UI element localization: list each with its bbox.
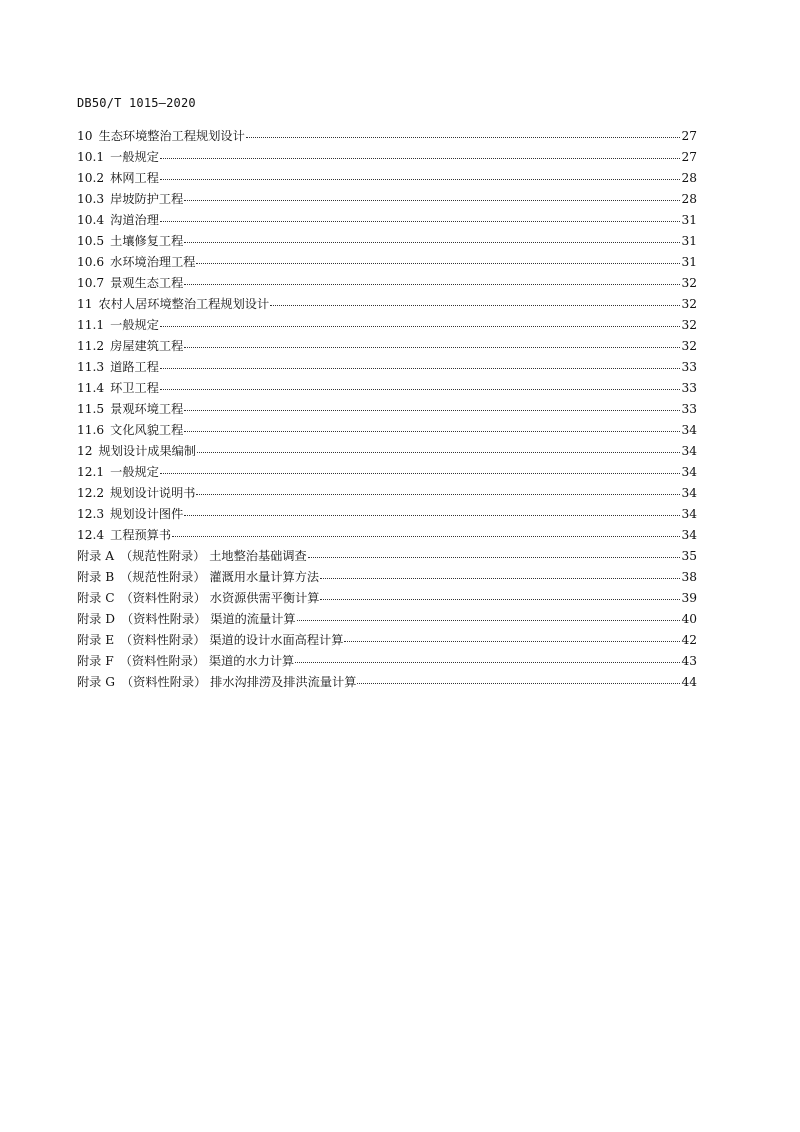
toc-entry-page: 28	[681, 192, 697, 206]
document-code-header: DB50/T 1015—2020	[77, 96, 196, 110]
toc-entry-number: 11	[77, 297, 93, 311]
toc-entry-number: 附录 A	[77, 549, 115, 563]
toc-entry-number: 10.4	[77, 213, 105, 227]
toc-entry[interactable]	[77, 462, 697, 483]
toc-entry[interactable]	[77, 651, 697, 672]
toc-entry-page: 39	[681, 591, 697, 605]
toc-entry-title: 房屋建筑工程	[110, 339, 184, 353]
toc-entry-page: 32	[681, 276, 697, 290]
toc-entry-title: 沟道治理	[110, 213, 159, 227]
toc-entry[interactable]	[77, 546, 697, 567]
toc-entry-title: 一般规定	[110, 150, 159, 164]
toc-entry-title: （资料性附录） 水资源供需平衡计算	[120, 591, 320, 605]
toc-entry[interactable]	[77, 483, 697, 504]
toc-entry-title: 农村人居环境整治工程规划设计	[98, 297, 270, 311]
toc-entry[interactable]	[77, 609, 697, 630]
toc-entry-number: 11.3	[77, 360, 105, 374]
toc-entry-number: 12.4	[77, 528, 105, 542]
toc-entry-page: 38	[681, 570, 697, 584]
toc-entry-number: 10.1	[77, 150, 105, 164]
toc-dot-leader	[184, 431, 680, 432]
toc-entry-title: 工程预算书	[110, 528, 172, 542]
toc-entry-page: 34	[681, 486, 697, 500]
toc-dot-leader	[184, 200, 680, 201]
toc-entry[interactable]	[77, 336, 697, 357]
toc-entry-page: 32	[681, 318, 697, 332]
toc-entry[interactable]	[77, 210, 697, 231]
toc-entry-number: 10.2	[77, 171, 105, 185]
toc-entry-title: 景观环境工程	[110, 402, 184, 416]
toc-dot-leader	[172, 536, 680, 537]
toc-entry-page: 33	[681, 381, 697, 395]
toc-entry[interactable]	[77, 147, 697, 168]
toc-entry-number: 附录 F	[77, 654, 114, 668]
toc-entry-number: 附录 B	[77, 570, 115, 584]
toc-dot-leader	[357, 683, 680, 684]
toc-entry-title: 一般规定	[110, 318, 159, 332]
toc-entry-page: 31	[681, 255, 697, 269]
toc-entry-page: 31	[681, 213, 697, 227]
toc-entry-title: 环卫工程	[110, 381, 159, 395]
toc-entry-title: 规划设计图件	[110, 507, 184, 521]
toc-entry-page: 44	[681, 675, 697, 689]
toc-dot-leader	[344, 641, 680, 642]
toc-dot-leader	[320, 578, 680, 579]
toc-entry-number: 11.2	[77, 339, 105, 353]
toc-entry-page: 34	[681, 465, 697, 479]
toc-entry-title: （资料性附录） 渠道的流量计算	[121, 612, 296, 626]
toc-dot-leader	[196, 263, 680, 264]
toc-entry-number: 附录 D	[77, 612, 116, 626]
toc-entry-page: 32	[681, 297, 697, 311]
toc-entry-title: 土壤修复工程	[110, 234, 184, 248]
toc-entry-title: 生态环境整治工程规划设计	[98, 129, 245, 143]
toc-dot-leader	[320, 599, 680, 600]
toc-entry[interactable]	[77, 168, 697, 189]
toc-entry-title: （规范性附录） 土地整治基础调查	[120, 549, 307, 563]
toc-entry-title: 一般规定	[110, 465, 159, 479]
toc-dot-leader	[160, 473, 681, 474]
toc-entry-page: 34	[681, 528, 697, 542]
toc-entry-number: 12	[77, 444, 93, 458]
toc-entry[interactable]	[77, 273, 697, 294]
toc-entry[interactable]	[77, 630, 697, 651]
toc-entry-title: 景观生态工程	[110, 276, 184, 290]
toc-entry-page: 32	[681, 339, 697, 353]
toc-entry[interactable]	[77, 231, 697, 252]
toc-entry[interactable]	[77, 567, 697, 588]
toc-dot-leader	[160, 368, 681, 369]
toc-dot-leader	[160, 179, 681, 180]
toc-entry-page: 31	[681, 234, 697, 248]
toc-dot-leader	[184, 347, 680, 348]
toc-entry[interactable]	[77, 294, 697, 315]
toc-entry[interactable]	[77, 357, 697, 378]
toc-entry-number: 10	[77, 129, 93, 143]
toc-dot-leader	[184, 242, 680, 243]
toc-entry[interactable]	[77, 672, 697, 693]
toc-entry-number: 10.5	[77, 234, 105, 248]
toc-dot-leader	[197, 452, 680, 453]
toc-dot-leader	[160, 221, 681, 222]
toc-entry-number: 附录 E	[77, 633, 115, 647]
toc-entry[interactable]	[77, 504, 697, 525]
toc-entry-page: 27	[681, 150, 697, 164]
toc-entry-number: 11.4	[77, 381, 105, 395]
toc-entry-title: 规划设计说明书	[110, 486, 196, 500]
toc-entry-title: （资料性附录） 渠道的设计水面高程计算	[120, 633, 344, 647]
toc-entry-number: 10.3	[77, 192, 105, 206]
toc-entry-page: 27	[681, 129, 697, 143]
toc-dot-leader	[308, 557, 681, 558]
toc-entry-number: 10.6	[77, 255, 105, 269]
toc-entry[interactable]	[77, 315, 697, 336]
toc-entry[interactable]	[77, 126, 697, 147]
toc-entry-number: 11.6	[77, 423, 105, 437]
toc-entry-number: 12.1	[77, 465, 105, 479]
toc-entry-number: 附录 C	[77, 591, 115, 605]
toc-dot-leader	[160, 389, 681, 390]
toc-entry-title: 文化风貌工程	[110, 423, 184, 437]
toc-dot-leader	[246, 137, 681, 138]
toc-entry-number: 12.3	[77, 507, 105, 521]
toc-dot-leader	[160, 158, 681, 159]
toc-dot-leader	[160, 326, 681, 327]
toc-entry-title: 道路工程	[110, 360, 159, 374]
toc-entry[interactable]	[77, 378, 697, 399]
toc-dot-leader	[184, 410, 680, 411]
toc-entry[interactable]	[77, 399, 697, 420]
toc-entry-title: 林网工程	[110, 171, 159, 185]
toc-entry-page: 28	[681, 171, 697, 185]
toc-entry-title: （资料性附录） 渠道的水力计算	[119, 654, 295, 668]
toc-entry-title: 岸坡防护工程	[110, 192, 184, 206]
toc-dot-leader	[184, 284, 680, 285]
toc-entry-page: 42	[681, 633, 697, 647]
toc-entry-page: 40	[681, 612, 697, 626]
toc-entry-page: 33	[681, 402, 697, 416]
toc-entry[interactable]	[77, 588, 697, 609]
toc-entry-number: 11.5	[77, 402, 105, 416]
toc-entry-page: 33	[681, 360, 697, 374]
toc-entry[interactable]	[77, 420, 697, 441]
toc-entry-page: 43	[681, 654, 697, 668]
toc-dot-leader	[184, 515, 680, 516]
toc-dot-leader	[270, 305, 680, 306]
toc-dot-leader	[295, 662, 680, 663]
toc-entry-title: （资料性附录） 排水沟排涝及排洪流量计算	[121, 675, 357, 689]
toc-entry-page: 35	[681, 549, 697, 563]
toc-entry[interactable]	[77, 189, 697, 210]
table-of-contents	[77, 126, 697, 693]
toc-dot-leader	[196, 494, 680, 495]
toc-entry-title: 规划设计成果编制	[98, 444, 197, 458]
toc-entry[interactable]	[77, 441, 697, 462]
toc-entry-number: 10.7	[77, 276, 105, 290]
toc-entry[interactable]	[77, 525, 697, 546]
toc-entry-page: 34	[681, 423, 697, 437]
toc-entry-title: 水环境治理工程	[110, 255, 196, 269]
toc-entry-page: 34	[681, 444, 697, 458]
toc-entry-number: 12.2	[77, 486, 105, 500]
toc-entry-number: 11.1	[77, 318, 105, 332]
toc-dot-leader	[297, 620, 681, 621]
toc-entry[interactable]	[77, 252, 697, 273]
toc-entry-number: 附录 G	[77, 675, 115, 689]
toc-entry-title: （规范性附录） 灌溉用水量计算方法	[120, 570, 320, 584]
toc-entry-page: 34	[681, 507, 697, 521]
